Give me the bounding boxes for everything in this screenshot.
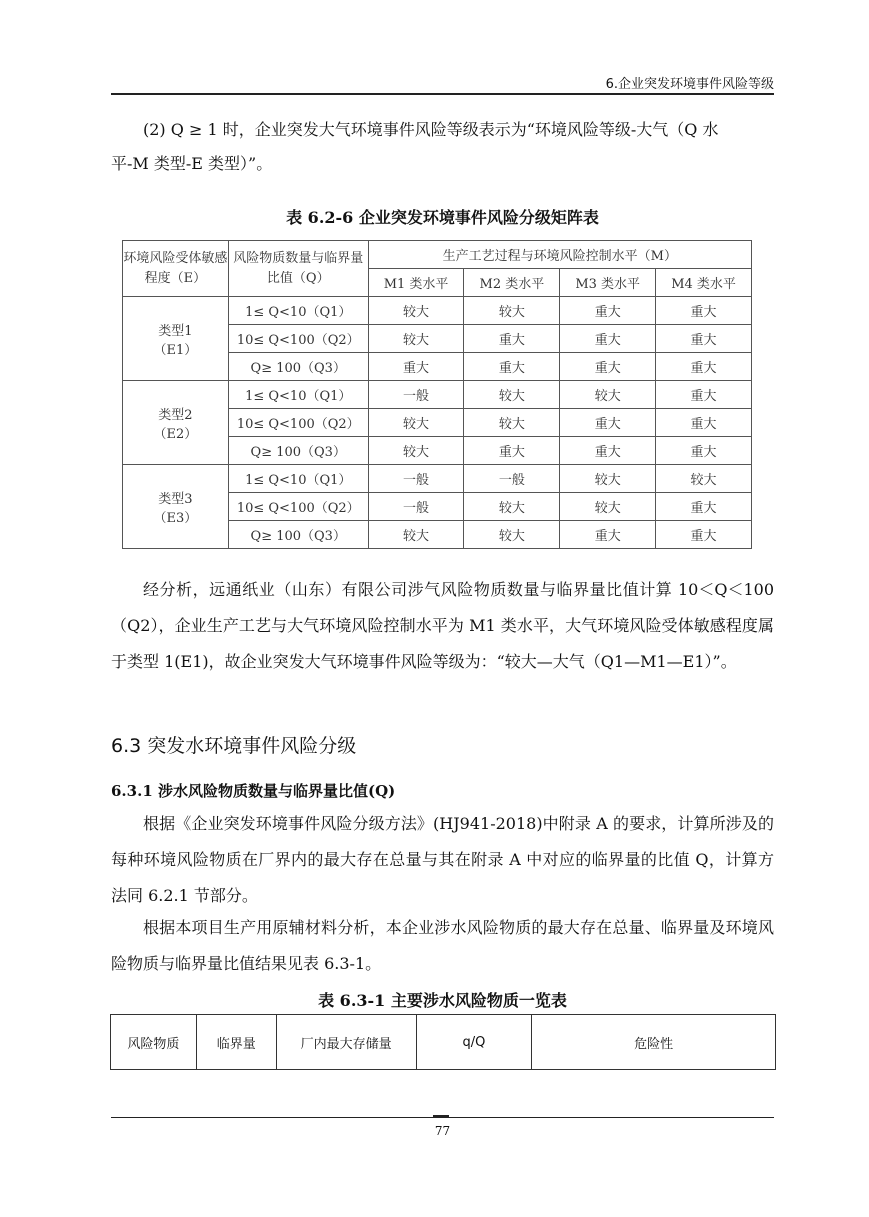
risk-matrix-table (122, 240, 752, 549)
group-type: 类型3 (158, 491, 193, 507)
level-cell: 较大 (368, 297, 464, 325)
q-cell: Q≥ 100（Q3） (228, 353, 368, 381)
header-m-group: 生产工艺过程与环境风险控制水平（M） (368, 241, 751, 269)
header-m3: M3 类水平 (560, 269, 656, 297)
level-cell: 重大 (368, 353, 464, 381)
q-cell: 10≤ Q<100（Q2） (228, 325, 368, 353)
level-cell: 一般 (368, 493, 464, 521)
group-type: 类型1 (158, 323, 193, 339)
level-cell: 一般 (368, 381, 464, 409)
level-cell: 重大 (464, 353, 560, 381)
q-cell: Q≥ 100（Q3） (228, 521, 368, 549)
header-e: 环境风险受体敏感程度（E） (123, 241, 229, 297)
level-cell: 重大 (560, 437, 656, 465)
level-cell: 重大 (656, 437, 752, 465)
level-cell: 较大 (368, 325, 464, 353)
q-cell: 10≤ Q<100（Q2） (228, 409, 368, 437)
level-cell: 较大 (368, 409, 464, 437)
group-code: （E3） (153, 510, 198, 526)
level-cell: 重大 (464, 325, 560, 353)
body-paragraph-1: 根据《企业突发环境事件风险分级方法》(HJ941-2018)中附录 A 的要求，计算所涉及的每种环境风险物质在厂界内的最大存在总量与其在附录 A 中对应的临界量的比值 Q，计算方法同 6.2.1 节部分。 (111, 814, 774, 905)
level-cell: 重大 (656, 297, 752, 325)
header-m2: M2 类水平 (464, 269, 560, 297)
level-cell: 重大 (656, 353, 752, 381)
level-cell: 重大 (464, 437, 560, 465)
header-q: 风险物质数量与临界量比值（Q） (228, 241, 368, 297)
running-header: 6.企业突发环境事件风险等级 (605, 77, 774, 92)
level-cell: 重大 (560, 325, 656, 353)
section-heading-6-3-1: 6.3.1 涉水风险物质数量与临界量比值(Q) (111, 782, 396, 800)
level-cell: 重大 (656, 409, 752, 437)
level-cell: 较大 (464, 409, 560, 437)
level-cell: 一般 (464, 465, 560, 493)
intro-line-1: (2) Q ≥ 1 时，企业突发大气环境事件风险等级表示为“环境风险等级-大气（Q 水 (143, 120, 719, 139)
header-hazard: 危险性 (532, 1015, 776, 1070)
level-cell: 重大 (560, 409, 656, 437)
level-cell: 较大 (560, 465, 656, 493)
header-max-storage: 厂内最大存储量 (276, 1015, 416, 1070)
table2-caption: 表 6.3-1 主要涉水风险物质一览表 (318, 991, 567, 1010)
level-cell: 较大 (464, 381, 560, 409)
level-cell: 较大 (464, 297, 560, 325)
header-substance: 风险物质 (111, 1015, 197, 1070)
header-ratio: q/Q (416, 1015, 532, 1070)
level-cell: 较大 (464, 521, 560, 549)
analysis-paragraph: 经分析，远通纸业（山东）有限公司涉气风险物质数量与临界量比值计算 10＜Q＜100（Q2），企业生产工艺与大气环境风险控制水平为 M1 类水平，大气环境风险受体敏感程度属于类型 1(E1)，故企业突发大气环境事件风险等级为：“较大—大气（Q1—M1—E1）”。 (111, 580, 774, 671)
group-type: 类型2 (158, 407, 193, 423)
level-cell: 重大 (656, 493, 752, 521)
header-m1: M1 类水平 (368, 269, 464, 297)
group-e3-cell (123, 465, 229, 549)
q-cell: Q≥ 100（Q3） (228, 437, 368, 465)
level-cell: 重大 (560, 353, 656, 381)
header-divider (111, 93, 774, 95)
body-paragraph-2: 根据本项目生产用原辅材料分析，本企业涉水风险物质的最大存在总量、临界量及环境风险物质与临界量比值结果见表 6.3-1。 (111, 918, 774, 973)
level-cell: 较大 (656, 465, 752, 493)
level-cell: 较大 (368, 437, 464, 465)
level-cell: 较大 (560, 381, 656, 409)
q-cell: 1≤ Q<10（Q1） (228, 381, 368, 409)
q-cell: 1≤ Q<10（Q1） (228, 465, 368, 493)
level-cell: 较大 (464, 493, 560, 521)
level-cell: 重大 (656, 381, 752, 409)
group-code: （E2） (153, 426, 198, 442)
level-cell: 较大 (368, 521, 464, 549)
header-threshold: 临界量 (196, 1015, 276, 1070)
level-cell: 重大 (656, 325, 752, 353)
table1-caption: 表 6.2-6 企业突发环境事件风险分级矩阵表 (286, 208, 599, 227)
group-e2-cell (123, 381, 229, 465)
page-number: 77 (434, 1124, 451, 1138)
intro-line-2: 平-M 类型-E 类型）”。 (111, 154, 273, 173)
level-cell: 重大 (560, 521, 656, 549)
water-risk-table (110, 1014, 776, 1070)
header-m4: M4 类水平 (656, 269, 752, 297)
level-cell: 一般 (368, 465, 464, 493)
footer-divider (111, 1117, 774, 1118)
group-code: （E1） (153, 342, 198, 358)
group-e1-cell (123, 297, 229, 381)
q-cell: 10≤ Q<100（Q2） (228, 493, 368, 521)
level-cell: 较大 (560, 493, 656, 521)
level-cell: 重大 (560, 297, 656, 325)
level-cell: 重大 (656, 521, 752, 549)
section-heading-6-3: 6.3 突发水环境事件风险分级 (111, 735, 357, 757)
q-cell: 1≤ Q<10（Q1） (228, 297, 368, 325)
